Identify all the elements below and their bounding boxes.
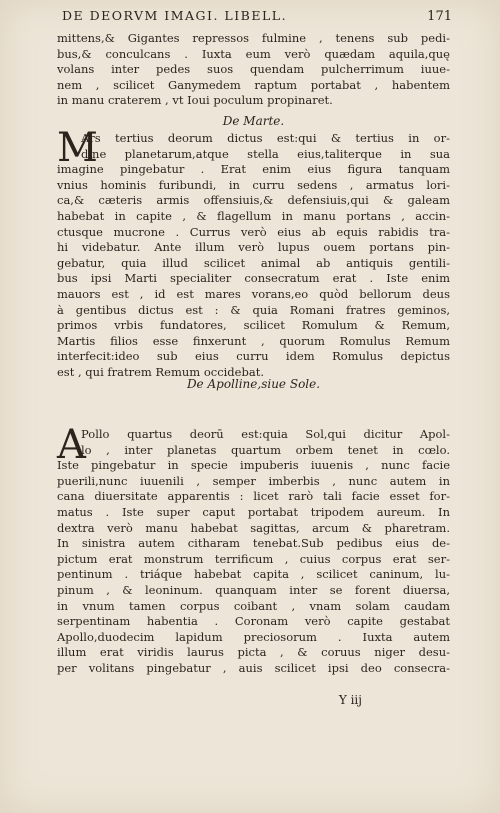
drop-initial-a: A [57,422,86,468]
paragraph-mars [57,125,450,381]
text-line: serpentinam habentia . Coronam verò capite gestabat [57,614,450,629]
signature-mark: Y iij [338,693,362,707]
text-line: bus ipsi Marti specialiter consecratum erat . Iste enim [57,271,450,286]
section-heading-mars: De Marte. [222,114,285,128]
text-line: in manu craterem , vt Ioui poculum propinaret. [57,93,333,108]
text-line: puerili,nunc iuuenili , semper imberbis , nunc autem in [57,473,450,488]
text-line: hi videbatur. Ante illum verò lupus ouem portans pin- [57,240,450,255]
text-line: illum erat viridis laurus picta , & coruus niger desu- [57,645,450,660]
text-line: dextra verò manu habebat sagittas, arcum & pharetram. [57,520,450,535]
text-line: mittens,& Gigantes repressos fulmine , tenens sub pedi- [57,31,450,45]
text-line: Pollo quartus deorū est:quia Sol,qui dicitur Apol- [81,427,450,441]
text-line: à gentibus dictus est : & quia Romani fratres geminos, [57,302,450,317]
text-line: mauors est , id est mares vorans,eo quòd bellorum deus [57,286,450,301]
text-line: Iste pingebatur in specie impuberis iuuenis , nunc facie [57,458,450,473]
text-line: vnius hominis furibundi, in curru sedens , armatus lori- [57,177,450,192]
paragraph-continuation [57,31,450,109]
text-line: Apollo,duodecim lapidum preciosorum . Iuxta autem [57,629,450,644]
text-line: Martis filios esse finxerunt , quorum Romulus Remum [57,333,450,348]
text-line: cana diuersitate apparentis : licet rarò tali facie esset for- [57,489,450,504]
text-line: lo , inter planetas quartum orbem tenet in cœlo. [81,442,450,457]
text-line: gebatur, quia illud scilicet animal ab antiquis gentili- [57,255,450,270]
text-line: pictum erat monstrum terrificum , cuius corpus erat ser- [57,551,450,566]
text-line: pinum , & leoninum. quanquam inter se forent diuersa, [57,582,450,597]
text-line: In sinistra autem citharam tenebat.Sub pedibus eius de- [57,536,450,551]
running-header [62,10,452,23]
section-heading-apollo: De Apolline,siue Sole. [186,377,321,391]
text-line: per volitans pingebatur , auis scilicet ipsi deo consecra- [57,660,450,675]
text-line: habebat in capite , & flagellum in manu portans , accin- [57,208,450,223]
text-line: interfecit:ideo sub eius curru idem Romulus depictus [57,349,450,364]
text-line: ctusque mucrone . Currus verò eius ab equis rabidis tra- [57,224,450,239]
text-line: nem , scilicet Ganymedem raptum portabat , habentem [57,77,450,92]
running-title: DE DEORVM IMAGI. LIBELL. [62,8,288,23]
page-number: 171 [427,9,452,24]
text-line: volans inter pedes suos quendam pulcherrimum iuue- [57,62,450,77]
drop-initial-m: M [57,125,98,171]
signature-catchword [57,693,450,707]
text-line: matus . Iste super caput portabat tripodem aureum. In [57,504,450,519]
text-line: dine planetarum,atque stella eius,taliterque in sua [81,146,450,161]
paragraph-apollo [57,422,450,677]
text-line: ca,& cæteris armis offensiuis,& defensiuis,qui & galeam [57,193,450,208]
text-line: primos vrbis fundatores, scilicet Romulum & Remum, [57,318,450,333]
text-line: imagine pingebatur . Erat enim eius figura tanquam [57,162,450,177]
text-line: pentinum . triáque habebat capita , scilicet caninum, lu- [57,567,450,582]
text-line: bus,& conculcans . Iuxta eum verò quædam aquila,quę [57,46,450,61]
text-line: est , qui fratrem Remum occidebat. [57,364,264,379]
text-line: Ars tertius deorum dictus est:qui & tertius in or- [81,131,450,145]
text-line: in vnum tamen corpus coibant , vnam solam caudam [57,598,450,613]
